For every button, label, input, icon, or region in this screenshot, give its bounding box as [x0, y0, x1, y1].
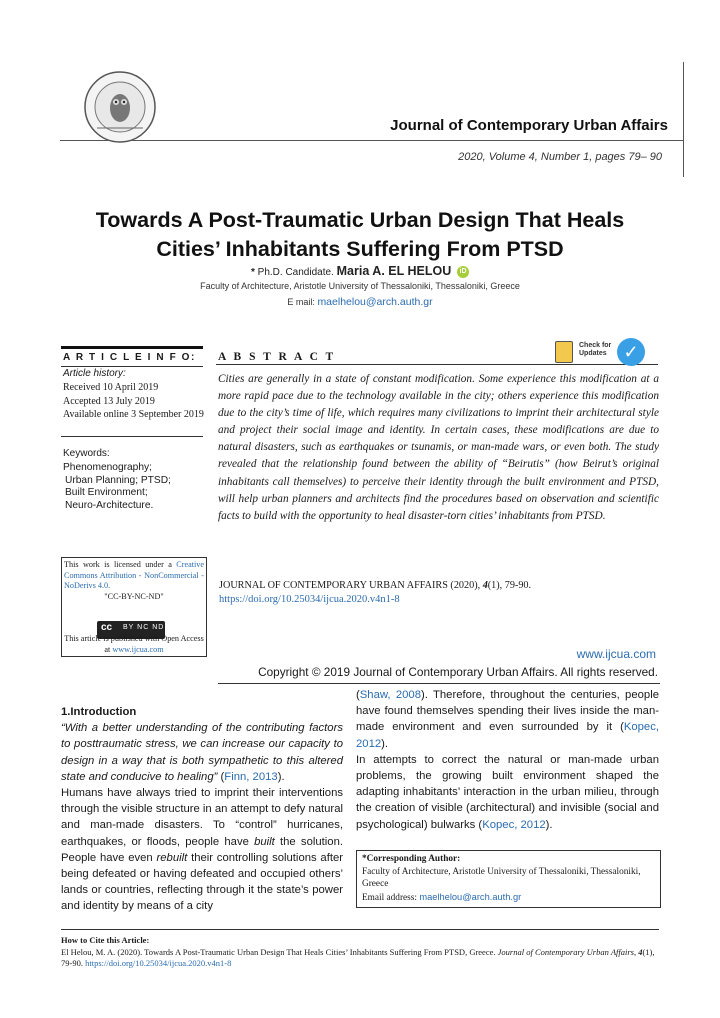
- cite-journal: Journal of Contemporary Urban Affairs: [497, 946, 634, 957]
- p1-part-b: the solution. People have even: [61, 835, 343, 864]
- article-history: [63, 381, 205, 422]
- citation-doi-link[interactable]: https://doi.org/10.25034/ijcua.2020.v4n1-8: [219, 594, 400, 605]
- intro-left-column: [61, 704, 343, 915]
- cite-kopec-link[interactable]: Kopec, 2012: [356, 721, 659, 750]
- journal-name: Journal of Contemporary Urban Affairs: [390, 117, 668, 134]
- keywords-heading: Keywords:: [63, 448, 110, 459]
- right-paragraph-1: (Shaw, 2008). Therefore, throughout the centuries, people have found themselves spending their lives inside the man-made environment and even surrounded by it (Kopec, 2012).: [356, 689, 659, 750]
- keyword-item: Built Environment;: [65, 487, 148, 499]
- article-info-divider-2: [61, 436, 203, 437]
- keyword-item: Urban Planning; PTSD;: [65, 474, 171, 486]
- intro-quote: “With a better understanding of the contributing factors to posttraumatic stress, we can increase our capacity to design in a way that is both sympathetic to this altered state and conducive to healing” (Finn, 2013).: [61, 722, 343, 783]
- corresponding-affiliation: Faculty of Architecture, Aristotle University of Thessaloniki, Thessaloniki, Greece: [362, 866, 641, 890]
- citation-line: [219, 580, 531, 591]
- history-online: Available online 3 September 2019: [63, 409, 204, 420]
- author-prefix: Ph.D. Candidate.: [257, 267, 334, 278]
- corresponding-email-link[interactable]: maelhelou@arch.auth.gr: [419, 891, 522, 902]
- cc-terms: BY NC ND: [123, 624, 165, 631]
- author-email-line: [0, 296, 720, 308]
- p1-italic-rebuilt: rebuilt: [156, 851, 188, 864]
- cite-kopec-link-2[interactable]: Kopec, 2012: [482, 818, 546, 831]
- title-line-1: Towards A Post-Traumatic Urban Design That Heals: [95, 208, 625, 232]
- intro-heading: 1.Introduction: [61, 706, 137, 718]
- p1-italic-built: built: [254, 835, 275, 848]
- copyright-rule: [218, 683, 660, 684]
- website-link[interactable]: www.ijcua.com: [576, 647, 656, 661]
- cite-text: El Helou, M. A. (2020). Towards A Post-Traumatic Urban Design That Heals Cities’ Inhabitants Suffering From PTSD, Greece.: [61, 946, 496, 957]
- orcid-icon[interactable]: iD: [457, 266, 469, 278]
- issue-info: 2020, Volume 4, Number 1, pages 79– 90: [458, 151, 662, 163]
- check-for-updates-badge[interactable]: [553, 338, 657, 368]
- intro-right-column: [356, 687, 659, 833]
- keyword-item: Neuro-Architecture.: [65, 499, 154, 511]
- journal-seal-logo: [83, 70, 157, 144]
- cite-finn-link[interactable]: Finn, 2013: [224, 770, 278, 783]
- cite-doi-link[interactable]: https://doi.org/10.25034/ijcua.2020.v4n1-8: [85, 958, 232, 968]
- badge-line-2: Updates: [579, 350, 607, 357]
- author-line: [0, 264, 720, 278]
- license-text: [64, 560, 204, 602]
- open-access-text: This article is published with Open Access at: [64, 634, 204, 654]
- how-to-cite-text: El Helou, M. A. (2020). Towards A Post-Traumatic Urban Design That Heals Cities’ Inhabitants Suffering From PTSD, Greece. Journal of Contemporary Urban Affairs, 4(1), 79-90. https://doi.org/10.25034/ijcua.2020.v4n1-8: [61, 946, 655, 968]
- intro-paragraph-1: [61, 785, 343, 915]
- keyword-item: Phenomenography;: [63, 462, 152, 473]
- citation-journal: JOURNAL OF CONTEMPORARY URBAN AFFAIRS (2020),: [219, 580, 481, 591]
- right-p1-text: ). Therefore, throughout the centuries, people have found themselves spending their lives inside the man-made environment and even surrounded by it (: [356, 689, 659, 734]
- corresponding-email-label: Email address:: [362, 892, 417, 903]
- open-access-note: [64, 634, 204, 655]
- article-history-heading: Article history:: [63, 368, 126, 379]
- email-label: E mail:: [287, 297, 315, 307]
- header-vertical-rule: [683, 62, 684, 177]
- history-accepted: Accepted 13 July 2019: [63, 395, 155, 407]
- badge-label: [579, 342, 611, 358]
- keywords-list: [63, 462, 205, 512]
- title-line-2: Cities’ Inhabitants Suffering From PTSD: [156, 237, 564, 261]
- footer-rule: [61, 929, 659, 930]
- history-received: Received 10 April 2019: [63, 382, 159, 393]
- right-p2-text: In attempts to correct the natural or man-made urban problems, the growing built environment shaped the adapting inhabitants’ interaction in the urban milieu, through the creation of visible (architectural) and invisible (social and psychological) bulwarks (: [356, 753, 659, 831]
- corresponding-author-text: [362, 853, 658, 904]
- article-info-top-rule: [61, 346, 203, 349]
- p1-part-a: Humans have always tried to imprint their interventions through the visible structure in an attempt to defy natural and man-made disasters. To “control” hurricanes, earthquakes, or floods, people have: [61, 787, 343, 848]
- cc-icon: cc: [101, 622, 113, 633]
- abstract-text: Cities are generally in a state of constant modification. Some experience this modification at a more rapid pace due to the technology available in the city; others experience this modification due to the city’s time of life, which requires many civilizations to imprint their architectural style and project their social image and identity. In certain cases, these modifications are due to natural disasters, such as earthquakes or tsunamis, or man-made wars, or even both. The study revealed that the relationship found between the ability of “Beirutis” (how Beirut’s original inhabitants call themselves) to perceive their identity through the built environment and PTSD, will help urban planners and architects find the procedures based on observation and scientific facts to build with the opportunity to heal disaster-torn cities’ inhabitants from PTSD.: [218, 373, 659, 522]
- article-info-divider: [61, 366, 203, 367]
- license-code: "CC-BY-NC-ND": [104, 591, 164, 601]
- copyright-notice: Copyright © 2019 Journal of Contemporary Urban Affairs. All rights reserved.: [258, 665, 658, 679]
- corresponding-heading: *Corresponding Author:: [362, 854, 461, 864]
- cite-shaw-link[interactable]: Shaw, 2008: [359, 689, 421, 701]
- license-intro: This work is licensed under a: [64, 560, 172, 569]
- citation-volume: 4: [482, 580, 488, 591]
- how-to-cite: [61, 935, 659, 970]
- p1-part-c: their controlling solutions after being defeated or having defeated and occupied others’ lands or countries, reflecting through it the state’s power and identity by means of a city: [61, 851, 344, 913]
- author-email-link[interactable]: maelhelou@arch.auth.gr: [317, 296, 433, 308]
- cite-volume: 4: [638, 946, 643, 957]
- author-name: Maria A. EL HELOU: [336, 264, 452, 278]
- abstract-heading: A B S T R A C T: [218, 351, 336, 363]
- license-link[interactable]: Creative Commons Attribution - NonCommercial - NoDerivs 4.0.: [64, 560, 204, 590]
- right-paragraph-2: In attempts to correct the natural or man-made urban problems, the growing built environment shaped the adapting inhabitants’ interaction in the urban milieu, through the creation of visible (architectural) and invisible (social and psychological) bulwarks (Kopec, 2012).: [356, 753, 659, 831]
- bookmark-icon: [555, 341, 573, 363]
- how-to-cite-heading: How to Cite this Article:: [61, 935, 150, 945]
- cite-pages: (1), 79-90.: [61, 946, 655, 968]
- article-title: [40, 206, 680, 264]
- open-access-site-link[interactable]: www.ijcua.com: [112, 644, 164, 654]
- author-asterisk: *: [250, 267, 255, 278]
- quote-text: “With a better understanding of the contributing factors to posttraumatic stress, we can increase our capacity to design in a way that is both sympathetic to this altered state and conducive to healing”: [61, 722, 343, 783]
- author-affiliation: Faculty of Architecture, Aristotle University of Thessaloniki, Thessaloniki, Greece: [200, 281, 520, 291]
- badge-line-1: Check for: [579, 342, 612, 349]
- article-info-heading: A R T I C L E I N F O:: [63, 352, 196, 363]
- checkmark-icon: ✓: [617, 338, 645, 366]
- citation-pages: (1), 79-90.: [487, 580, 532, 591]
